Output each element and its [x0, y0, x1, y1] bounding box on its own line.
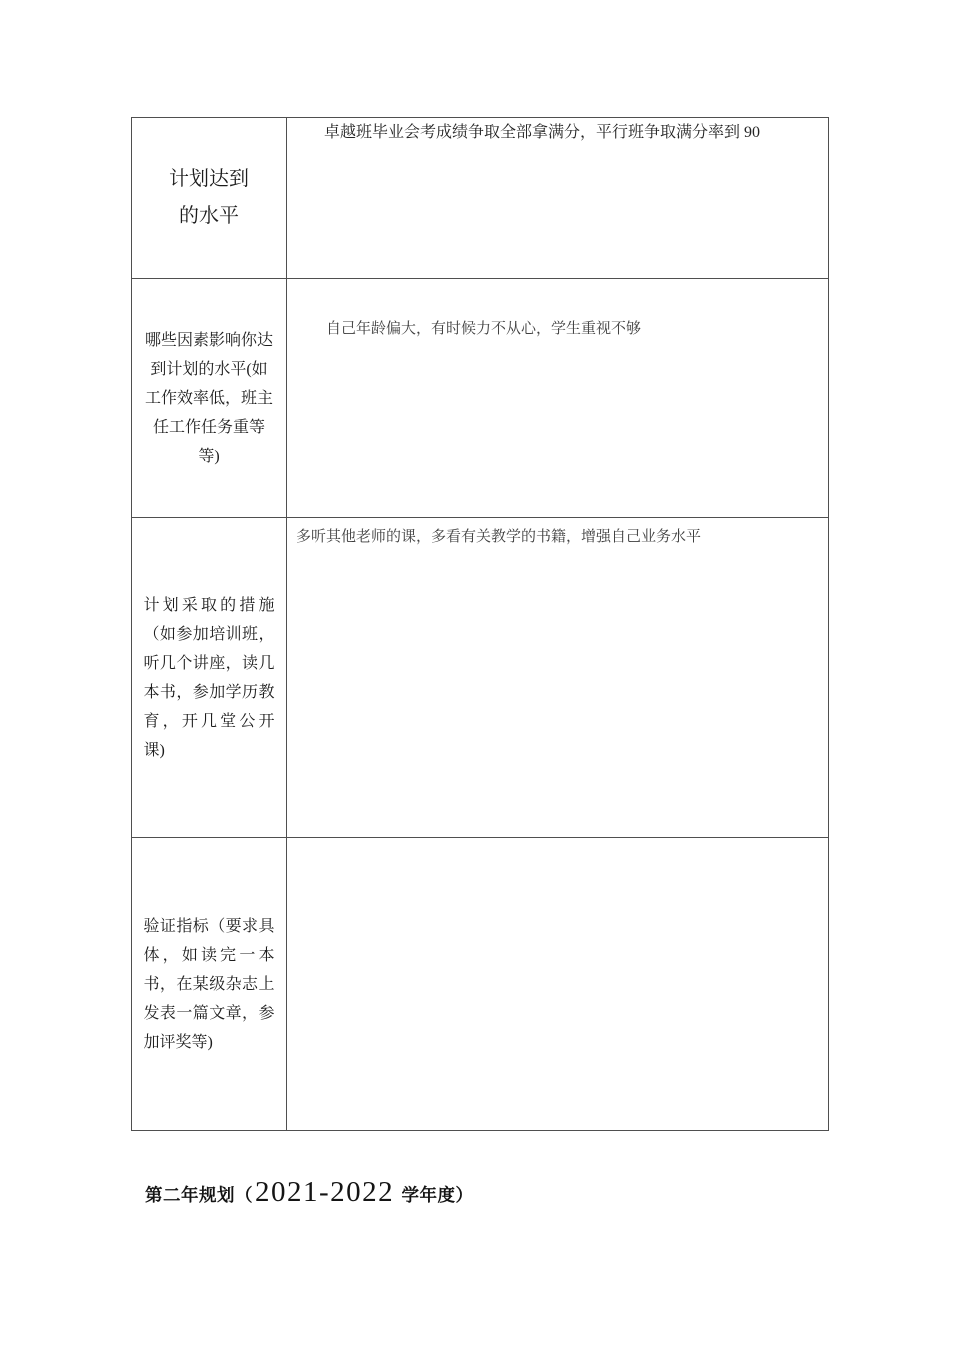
row-label-text: 计划采取的措施（如参加培训班，听几个讲座，读几本书，参加学历教育，开几堂公开课) — [143, 596, 275, 759]
row-content-verification-indicators — [287, 838, 828, 1130]
row-label-planned-measures — [132, 518, 287, 838]
row-label-planned-level — [132, 118, 287, 279]
row-content-planned-level — [287, 118, 828, 279]
row-content-text: 自己年龄偏大，有时候力不从心，学生重视不够 — [326, 321, 642, 337]
planning-table — [131, 117, 829, 1131]
row-content-text: 多听其他老师的课，多看有关教学的书籍，增强自己业务水平 — [296, 529, 702, 545]
row-label-text: 验证指标（要求具体，如读完一本书，在某级杂志上发表一篇文章，参加评奖等) — [143, 917, 275, 1051]
row-label-text: 计划达到的水平 — [169, 168, 249, 227]
row-content-text — [287, 838, 814, 845]
row-content-text: 卓越班毕业会考成绩争取全部拿满分，平行班争取满分率到 90 — [324, 124, 761, 141]
row-content-planned-measures — [287, 518, 828, 838]
row-content-influencing-factors — [287, 279, 828, 518]
row-label-verification-indicators — [132, 838, 287, 1130]
heading-years: 2021-2022 — [255, 1176, 395, 1208]
heading-prefix: 第二年规划（ — [145, 1185, 253, 1205]
row-label-text: 哪些因素影响你达到计划的水平(如工作效率低，班主任工作任务重等等) — [144, 331, 273, 465]
row-label-influencing-factors — [132, 279, 287, 518]
second-year-plan-heading — [145, 1176, 474, 1209]
heading-suffix: 学年度） — [396, 1185, 474, 1205]
